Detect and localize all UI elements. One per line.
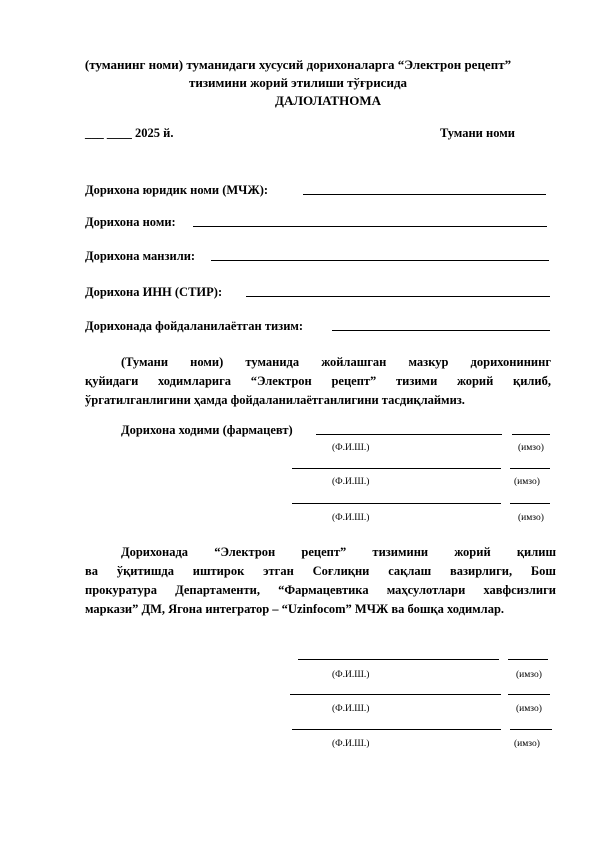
day-blank: ___: [85, 126, 104, 140]
document-title: ДАЛОЛАТНОМА: [275, 93, 381, 108]
para2-line-4: маркази” ДМ, Ягона интегратор – “Uzinfocom” МЧЖ ва бошқа ходимлар.: [85, 602, 505, 616]
para1-line-1: (Тумани номи) туманида жойлашган мазкур дорихонининг: [121, 355, 551, 369]
field-address-label: Дорихона манзили:: [85, 249, 196, 263]
district-name: Тумани номи: [440, 126, 515, 140]
date-row: [85, 126, 173, 141]
participant-sign-line-1[interactable]: [508, 659, 548, 660]
para2-line-2: ва ўқитишда иштирок этган Соғлиқни сақлаш вазирлиги, Бош: [85, 564, 556, 578]
para1-line-3: ўргатилганлигини ҳамда фойдаланилаётганлигини тасдиқлаймиз.: [85, 393, 465, 407]
participant-fio-line-1[interactable]: [298, 659, 499, 660]
fio-caption: (Ф.И.Ш.): [332, 513, 370, 523]
fio-caption: (Ф.И.Ш.): [332, 443, 370, 453]
confirmation-paragraph: [85, 353, 551, 410]
staff-sign-line-1[interactable]: [512, 434, 550, 435]
sign-caption: (имзо): [518, 443, 544, 453]
participants-paragraph: [85, 543, 556, 619]
fio-caption: (Ф.И.Ш.): [332, 477, 370, 487]
field-address-line[interactable]: [211, 260, 549, 261]
header-line-1: (туманинг номи) туманидаги хусусий дорихоналарга “Электрон рецепт”: [84, 57, 512, 72]
participant-fio-line-2[interactable]: [290, 694, 501, 695]
field-inn-label: Дорихона ИНН (СТИР):: [85, 285, 223, 299]
staff-label: Дорихона ходими (фармацевт): [121, 423, 293, 437]
sign-caption: (имзо): [514, 477, 540, 487]
field-inn-line[interactable]: [246, 296, 550, 297]
fio-caption: (Ф.И.Ш.): [332, 704, 370, 714]
staff-sign-line-3[interactable]: [510, 503, 550, 504]
participant-fio-line-3[interactable]: [292, 729, 501, 730]
year-text: 2025 й.: [135, 126, 174, 140]
sign-caption: (имзо): [516, 670, 542, 680]
staff-fio-line-3[interactable]: [292, 503, 501, 504]
participant-sign-line-3[interactable]: [510, 729, 552, 730]
sign-caption: (имзо): [516, 704, 542, 714]
staff-fio-line-1[interactable]: [316, 434, 502, 435]
fio-caption: (Ф.И.Ш.): [332, 739, 370, 749]
field-legal-name-line[interactable]: [303, 194, 546, 195]
staff-sign-line-2[interactable]: [510, 468, 550, 469]
para1-line-2: қуйидаги ходимларига “Электрон рецепт” тизими жорий қилиб,: [85, 374, 551, 388]
staff-fio-line-2[interactable]: [292, 468, 501, 469]
para2-line-1: Дорихонада “Электрон рецепт” тизимини жорий қилиш: [121, 545, 556, 559]
para2-line-3: прокуратура Департаменти, “Фармацевтика маҳсулотлари хавфсизлиги: [85, 583, 556, 597]
field-system-line[interactable]: [332, 330, 550, 331]
sign-caption: (имзо): [514, 739, 540, 749]
fio-caption: (Ф.И.Ш.): [332, 670, 370, 680]
sign-caption: (имзо): [518, 513, 544, 523]
field-pharmacy-name-label: Дорихона номи:: [85, 215, 176, 229]
month-blank: ____: [106, 126, 132, 140]
header-line-2: тизимини жорий этилиши тўғрисида: [188, 75, 408, 90]
field-pharmacy-name-line[interactable]: [193, 226, 547, 227]
participant-sign-line-2[interactable]: [508, 694, 550, 695]
field-system-label: Дорихонада фойдаланилаётган тизим:: [85, 319, 304, 333]
field-legal-name-label: Дорихона юридик номи (МЧЖ):: [85, 183, 269, 197]
